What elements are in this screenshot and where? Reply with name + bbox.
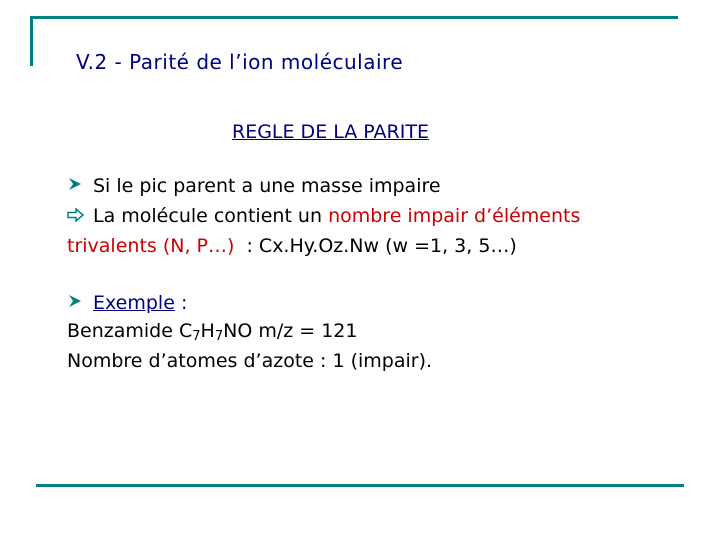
frame-bottom-line xyxy=(36,484,684,487)
nitrogen-count: Nombre d’atomes d’azote : 1 (impair). xyxy=(67,350,433,372)
arrowhead-bullet-icon xyxy=(67,293,93,314)
rule-heading: REGLE DE LA PARITE xyxy=(232,121,429,143)
point-2-trivalents: trivalents (N, P…) xyxy=(67,235,235,257)
point-1 xyxy=(67,175,441,197)
arrowhead-bullet-icon xyxy=(67,176,93,197)
formula-h: H xyxy=(200,320,215,342)
point-2-text: La molécule contient un xyxy=(93,205,329,227)
formula-h-sub: 7 xyxy=(214,329,224,344)
outline-arrow-icon xyxy=(67,206,93,227)
formula-c: C xyxy=(178,320,193,342)
formula-c-sub: 7 xyxy=(192,329,201,344)
example-label: Exemple xyxy=(93,292,175,314)
example-heading xyxy=(67,292,187,314)
example-colon: : xyxy=(174,292,188,314)
point-2-line-2 xyxy=(67,235,517,257)
point-2-highlight: nombre impair d’éléments xyxy=(328,205,581,227)
frame-top-line xyxy=(30,16,678,19)
compound-name: Benzamide xyxy=(67,320,179,342)
slide-title: V.2 - Parité de l’ion moléculaire xyxy=(76,50,404,74)
frame-left-line xyxy=(30,16,33,66)
point-2-formula: : Cx.Hy.Oz.Nw (w =1, 3, 5…) xyxy=(234,235,517,257)
mz-value: m/z = 121 xyxy=(252,320,358,342)
point-1-text: Si le pic parent a une masse impaire xyxy=(93,175,441,197)
example-compound xyxy=(67,320,357,342)
point-2-line-1 xyxy=(67,205,580,227)
formula-rest: NO xyxy=(223,320,253,342)
